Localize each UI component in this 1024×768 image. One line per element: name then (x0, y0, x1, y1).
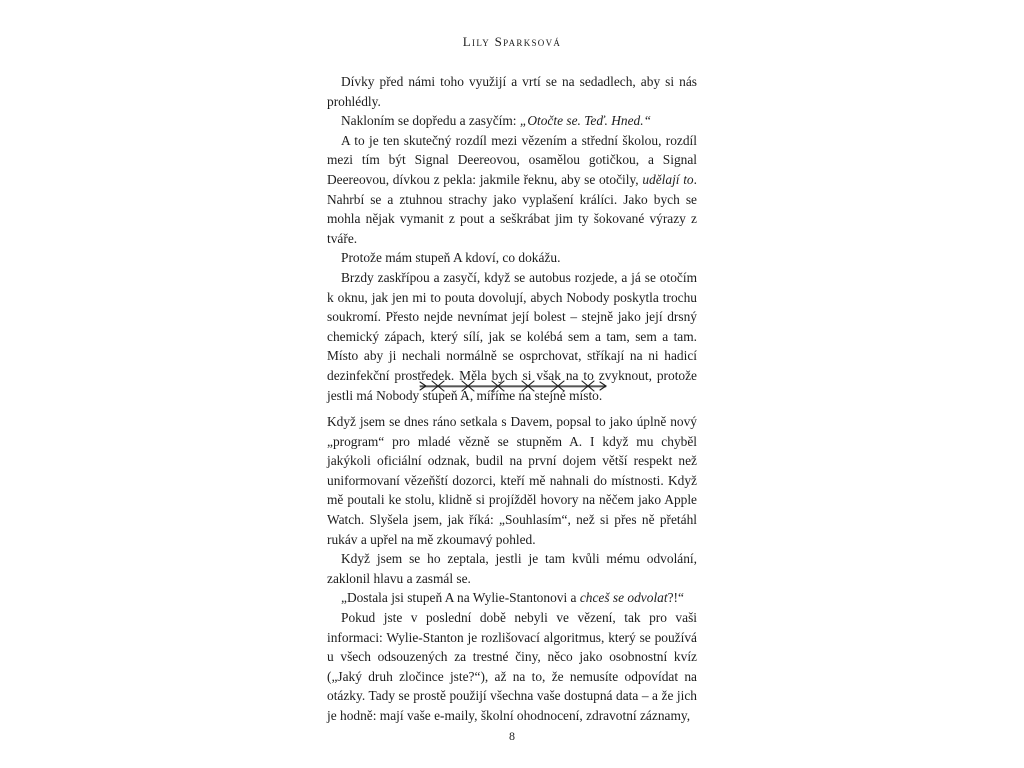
paragraph (327, 549, 697, 588)
paragraph (327, 248, 697, 268)
italic-text: „Otočte se. Teď. Hned.“ (519, 113, 652, 129)
italic-text: udělají to (642, 171, 694, 187)
barbed-wire-divider-icon (418, 379, 608, 393)
text-run: ?!“ (667, 590, 684, 606)
paragraph (327, 608, 697, 726)
text-run: Dívky před námi toho využijí a vrtí se na sedadlech, aby si nás prohlédly. (327, 74, 697, 109)
text-run: Když jsem se dnes ráno setkala s Davem, popsal to jako úplně nový „program“ pro mladé vězně se stupněm A. I když mu chyběl jakýkoli oficiální odznak, budil na první dojem větší respekt než uniformovaní vězeňští dozorci, kteří mě nahnali do místnosti. Když mě poutali ke stolu, klidně si projížděl hovory na něčem jako Apple Watch. Slyšela jsem, jak říká: „Souhlasím“, než si přes ně přetáhl rukáv a upřel na mě zkoumavý pohled. (327, 414, 697, 547)
italic-text: chceš se odvolat (579, 590, 668, 606)
paragraph (327, 131, 697, 249)
text-section-2 (327, 412, 697, 726)
text-run: Pokud jste v poslední době nebyli ve vězení, tak pro vaši informaci: Wylie-Stanton je rozlišovací algoritmus, který se používá u všech odsouzených za trestné činy, něco jako osobnostní kvíz („Jaký druh zločince jste?“), až na to, že nemusíte odpovídat na otázky. Tady se prostě použijí všechna vaše dostupná data – a že jich je hodně: mají vaše e-maily, školní ohodnocení, zdravotní záznamy, (327, 609, 697, 723)
running-header: Lily Sparksová (462, 34, 562, 49)
text-run: Nakloním se dopředu a zasyčím: (341, 113, 520, 129)
paragraph (327, 111, 697, 131)
page-number: 8 (509, 729, 515, 743)
text-run: A to je ten skutečný rozdíl mezi vězením a střední školou, rozdíl mezi tím být Signal Deereovou, osamělou gotičkou, a Signal Deereovou, dívkou z pekla: jakmile řeknu, aby se otočily, (327, 132, 697, 187)
text-run: Brzdy zaskřípou a zasyčí, když se autobus rozjede, a já se otočím k oknu, jak jen mi to pouta dovolují, abych Nobody poskytla trochu soukromí. Přesto nejde nevnímat její bolest – stejně jako její drsný chemický zápach, který sílí, jak se kolébá sem a tam, sem a tam. Místo aby ji nechali normálně se osprchovat, stříkají na ni hadicí dezinfekční prostředek. Měla bych si však na to zvyknout, protože jestli má Nobody stupeň A, míříme na stejné místo. (327, 269, 697, 403)
paragraph (327, 588, 697, 608)
text-section-1 (327, 72, 697, 405)
text-run: . Nahrbí se a ztuhnou strachy jako vyplašení králíci. Jako bych se mohla nějak vymanit z pout a seškrábat jim ty šokované výrazy z tváře. (327, 171, 697, 246)
text-run: „Dostala jsi stupeň A na Wylie-Stantonovi a (341, 590, 580, 606)
paragraph (327, 412, 697, 549)
text-run: Protože mám stupeň A kdoví, co dokážu. (341, 250, 561, 266)
paragraph (327, 72, 697, 111)
text-run: Když jsem se ho zeptala, jestli je tam kvůli mému odvolání, zaklonil hlavu a zasmál se. (327, 551, 697, 586)
